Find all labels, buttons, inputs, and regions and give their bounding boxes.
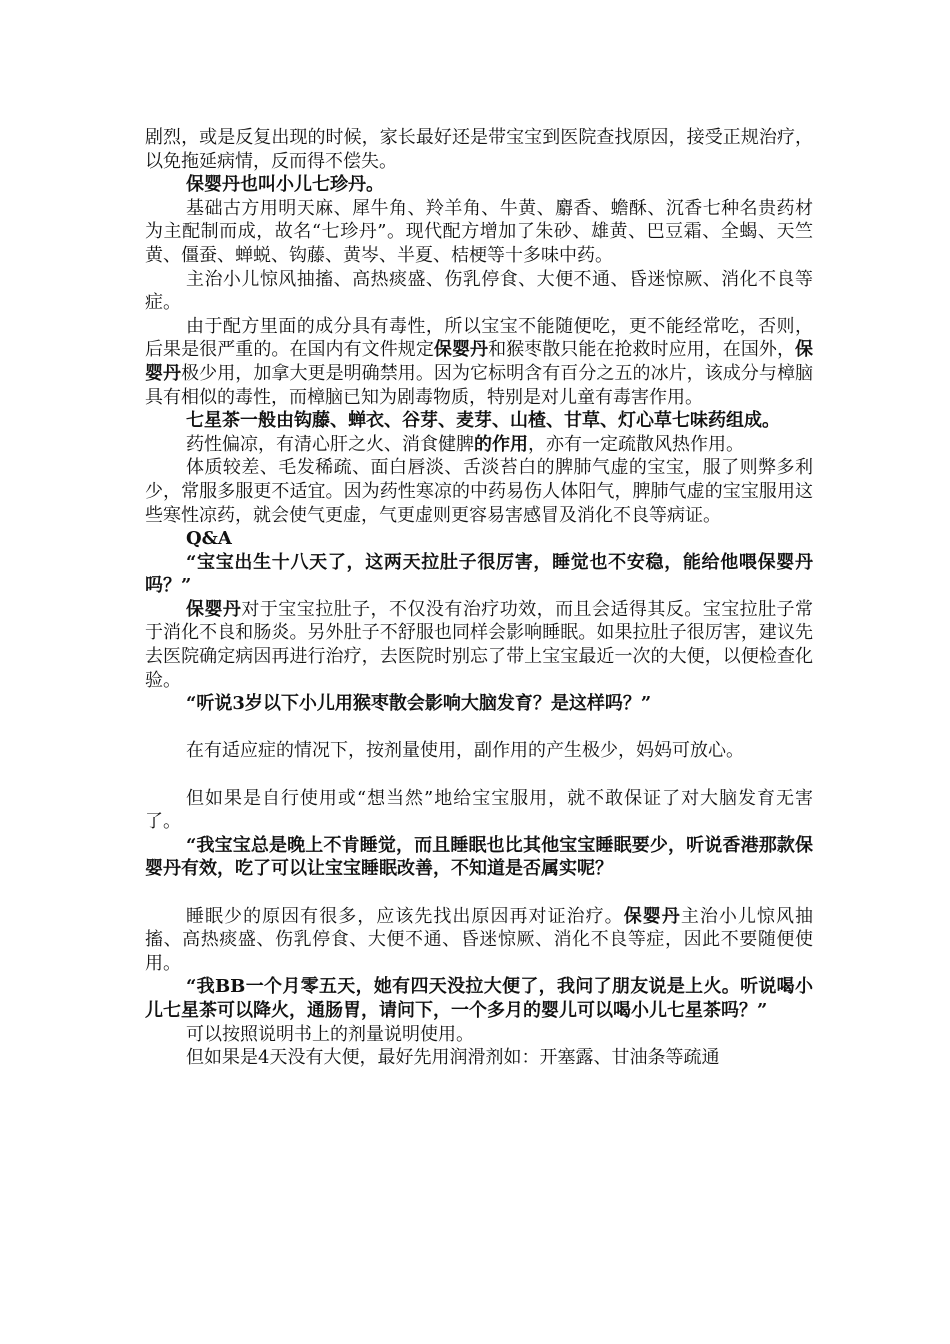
text-run: ，亦有一定疏散风热作用。 xyxy=(528,433,744,455)
text-run: 基础古方用明天麻、犀牛角、羚羊角、牛黄、麝香、蟾酥、沉香七种名贵药材为主配制而成，故名“七珍丹”。现代配方增加了朱砂、雄黄、巴豆霜、全蝎、天竺黄、僵蚕、蝉蜕、钩藤、黄岑、半夏、桔梗等十多味中药。 xyxy=(145,197,813,266)
answer-1 xyxy=(145,598,813,692)
answer-3 xyxy=(145,905,813,976)
text-run: “我BB一个月零五天，她有四天没拉大便了，我问了朋友说是上火。听说喝小儿七星茶可以降火，通肠胃，请问下，一个多月的婴儿可以喝小儿七星茶吗？” xyxy=(145,976,813,1021)
spacer xyxy=(145,716,813,740)
heading-qa xyxy=(145,527,813,551)
text-run: 睡眠少的原因有很多，应该先找出原因再对证治疗。 xyxy=(186,905,624,927)
answer-4a xyxy=(145,1023,813,1047)
answer-2b xyxy=(145,787,813,834)
paragraph-indications xyxy=(145,268,813,315)
text-run: 保婴丹也叫小儿七珍丹。 xyxy=(186,174,384,196)
text-run: 药性偏凉，有清心肝之火、消食健脾 xyxy=(186,433,474,455)
spacer xyxy=(145,763,813,787)
paragraph-0 xyxy=(145,126,813,173)
text-run: “宝宝出生十八天了，这两天拉肚子很厉害，睡觉也不安稳，能给他喂保婴丹吗？” xyxy=(145,551,813,597)
question-2 xyxy=(145,692,813,716)
paragraph-ingredients xyxy=(145,197,813,268)
document-page xyxy=(145,126,813,1070)
bold-text-run: 保婴丹 xyxy=(145,339,814,384)
text-run: Q&A xyxy=(186,528,232,550)
answer-4b xyxy=(145,1046,813,1070)
text-run: “我宝宝总是晚上不肯睡觉，而且睡眠也比其他宝宝睡眠要少，听说香港那款保婴丹有效，吃了可以让宝宝睡眠改善，不知道是否属实呢？ xyxy=(145,834,813,880)
bold-text-run: 保婴丹 xyxy=(186,598,242,620)
paragraph-constitution xyxy=(145,456,813,527)
text-run: 由于配方里面的成分具有毒性，所以宝宝不能随便吃，更不能经常吃，否则，后果是很严重的。在国内有文件规定 xyxy=(145,315,813,361)
text-run: 体质较差、毛发稀疏、面白唇淡、舌淡苔白的脾肺气虚的宝宝，服了则弊多利少，常服多服更不适宜。因为药性寒凉的中药易伤人体阳气，脾肺气虚的宝宝服用这些寒性凉药，就会使气更虚，气更虚则更容易害感冒及消化不良等病证。 xyxy=(145,457,813,526)
text-run: 主治小儿惊风抽搐、高热痰盛、伤乳停食、大便不通、昏迷惊厥、消化不良等症，因此不要随便使用。 xyxy=(145,905,813,974)
text-run: “听说3岁以下小儿用猴枣散会影响大脑发育？是这样吗？” xyxy=(186,693,652,715)
spacer xyxy=(145,881,813,905)
question-1 xyxy=(145,551,813,598)
text-run: 但如果是4天没有大便，最好先用润滑剂如：开塞露、甘油条等疏通 xyxy=(186,1047,720,1069)
bold-text-run: 的作用 xyxy=(474,433,528,455)
text-run: 可以按照说明书上的剂量说明使用。 xyxy=(186,1023,474,1045)
text-run: 极少用，加拿大更是明确禁用。因为它标明含有百分之五的冰片，该成分与樟脑具有相似的毒性，而樟脑已知为剧毒物质，特别是对儿童有毒害作用。 xyxy=(145,362,814,408)
heading-qixingcha xyxy=(145,409,813,433)
question-3 xyxy=(145,834,813,881)
paragraph-properties xyxy=(145,433,813,457)
answer-2a xyxy=(145,739,813,763)
text-run: 但如果是自行使用或“想当然”地给宝宝服用，就不敢保证了对大脑发育无害了。 xyxy=(145,787,813,833)
heading-baoyingdan xyxy=(145,173,813,197)
text-run: 在有适应症的情况下，按剂量使用，副作用的产生极少，妈妈可放心。 xyxy=(186,740,744,762)
paragraph-toxicity xyxy=(145,315,813,409)
text-run: 主治小儿惊风抽搐、高热痰盛、伤乳停食、大便不通、昏迷惊厥、消化不良等症。 xyxy=(145,268,813,314)
question-4 xyxy=(145,975,813,1022)
text-run: 和猴枣散只能在抢救时应用，在国外， xyxy=(488,339,796,361)
text-run: 七星茶一般由钩藤、蝉衣、谷芽、麦芽、山楂、甘草、灯心草七味药组成。 xyxy=(186,410,780,432)
bold-text-run: 保婴丹 xyxy=(433,339,489,361)
bold-text-run: 保婴丹 xyxy=(623,905,681,927)
text-run: 剧烈，或是反复出现的时候，家长最好还是带宝宝到医院查找原因，接受正规治疗，以免拖延病情，反而得不偿失。 xyxy=(145,127,813,172)
text-run: 对于宝宝拉肚子，不仅没有治疗功效，而且会适得其反。宝宝拉肚子常于消化不良和肠炎。另外肚子不舒服也同样会影响睡眠。如果拉肚子很厉害，建议先去医院确定病因再进行治疗，去医院时别忘了带上宝宝最近一次的大便，以便检查化验。 xyxy=(145,598,814,691)
